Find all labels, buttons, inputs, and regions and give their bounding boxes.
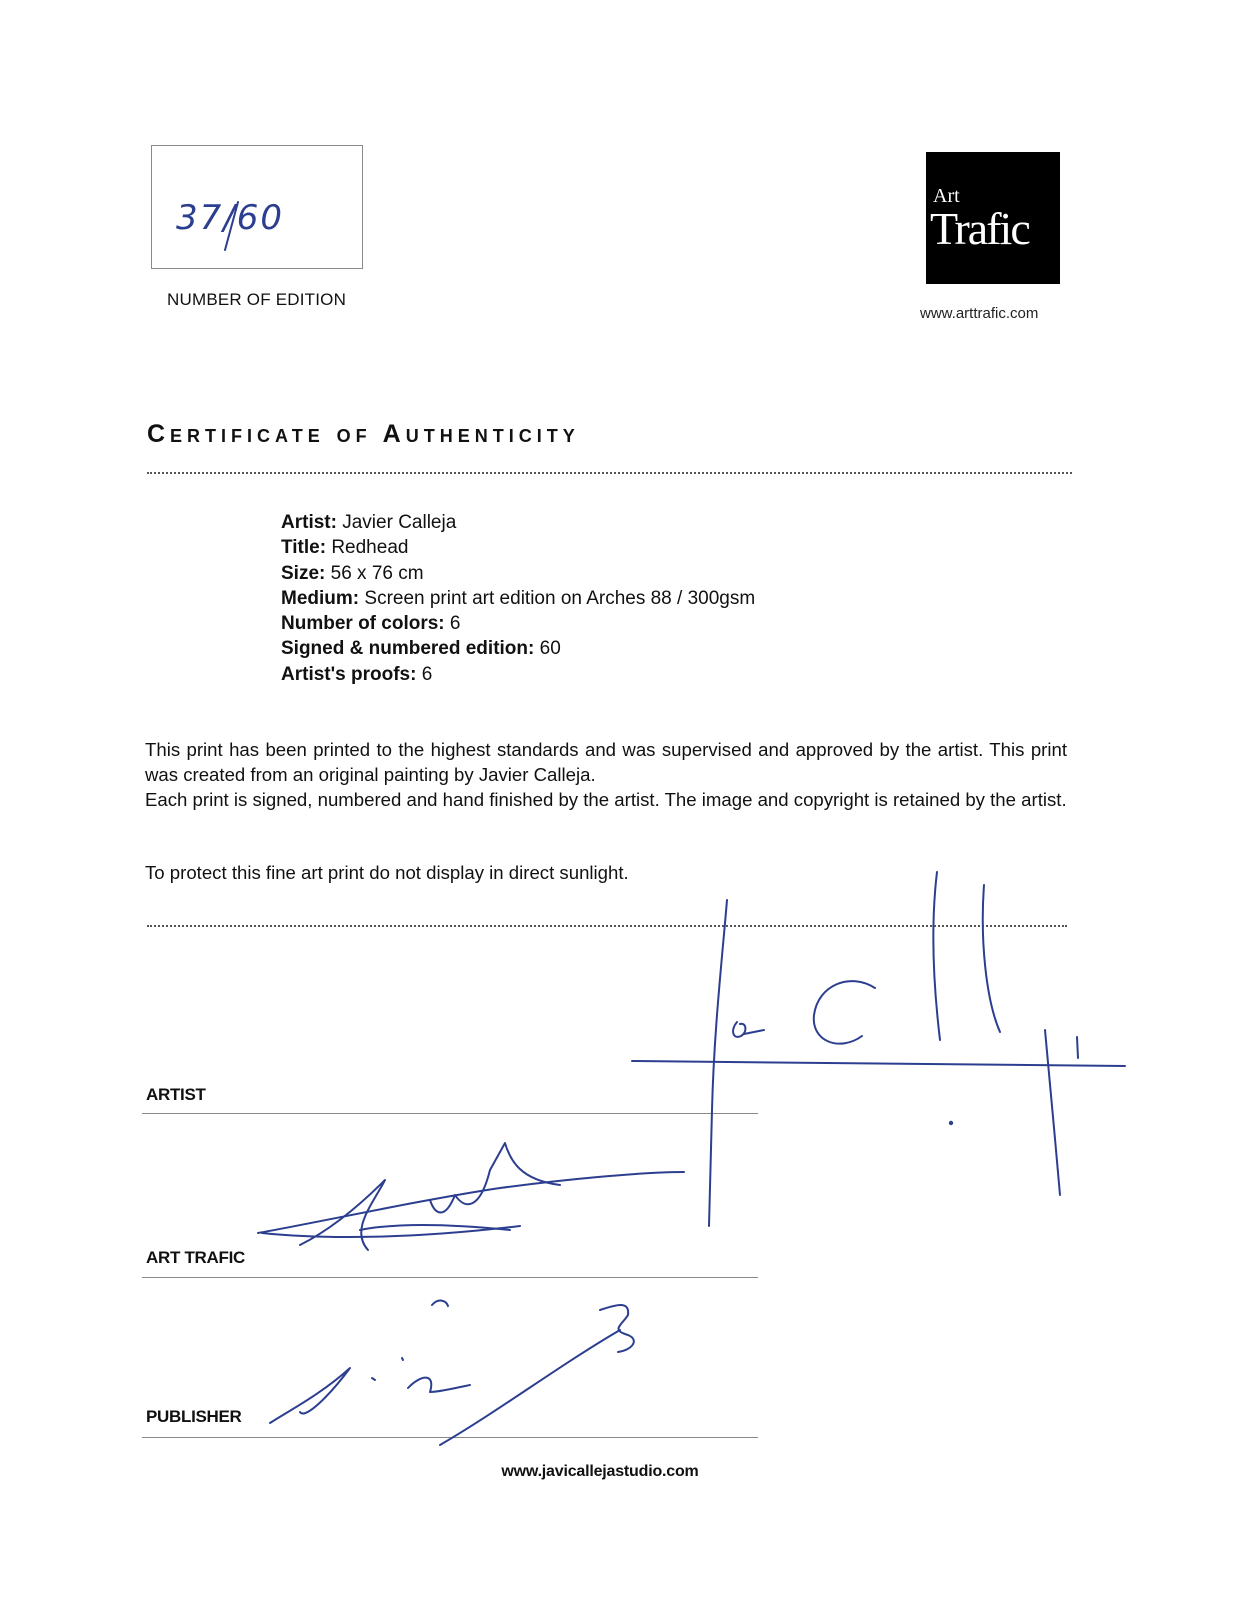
detail-medium: Medium: Screen print art edition on Arches 88 / 300gsm (281, 587, 756, 609)
artist-signature-line (142, 1113, 758, 1114)
detail-size: Size: 56 x 76 cm (281, 562, 424, 584)
detail-title: Title: Redhead (281, 537, 409, 559)
detail-colors: Number of colors: 6 (281, 613, 461, 635)
certificate-title: Certificate of Authenticity (147, 420, 580, 448)
art-trafic-logo (926, 152, 1060, 284)
website-javicallejastudio: www.javicallejastudio.com (501, 1463, 699, 1480)
website-arttrafic: www.arttrafic.com (920, 305, 1039, 322)
publisher-signature-label: PUBLISHER (146, 1407, 242, 1426)
detail-edition: Signed & numbered edition: 60 (281, 638, 561, 660)
publisher-signature (270, 1301, 634, 1445)
artist-signature-label: ARTIST (146, 1085, 206, 1104)
logo-text-trafic: Trafic (930, 203, 1029, 254)
detail-proofs: Artist's proofs: 6 (281, 663, 433, 685)
edition-label: NUMBER OF EDITION (167, 290, 347, 309)
art-trafic-signature-line (142, 1277, 758, 1278)
detail-artist: Artist: Javier Calleja (281, 512, 457, 533)
publisher-signature-line (142, 1437, 758, 1438)
certificate-body (145, 737, 1067, 812)
artwork-details (281, 510, 755, 687)
body-paragraph-2: Each print is signed, numbered and hand finished by the artist. The image and copyright is retained by the artist. (145, 789, 1067, 810)
art-trafic-signature (258, 1143, 684, 1250)
edition-number: 37/60 (176, 198, 284, 238)
body-paragraph-1: This print has been printed to the highest standards and was supervised and approved by the artist. This print was created from an original painting by Javier Calleja. (145, 739, 1067, 785)
dotted-divider-top (147, 472, 1072, 474)
art-trafic-signature-label: ART TRAFIC (146, 1248, 245, 1267)
dotted-divider-bottom (147, 925, 1067, 927)
sunlight-notice: To protect this fine art print do not display in direct sunlight. (145, 862, 629, 883)
logo-text-art: Art (933, 185, 960, 207)
